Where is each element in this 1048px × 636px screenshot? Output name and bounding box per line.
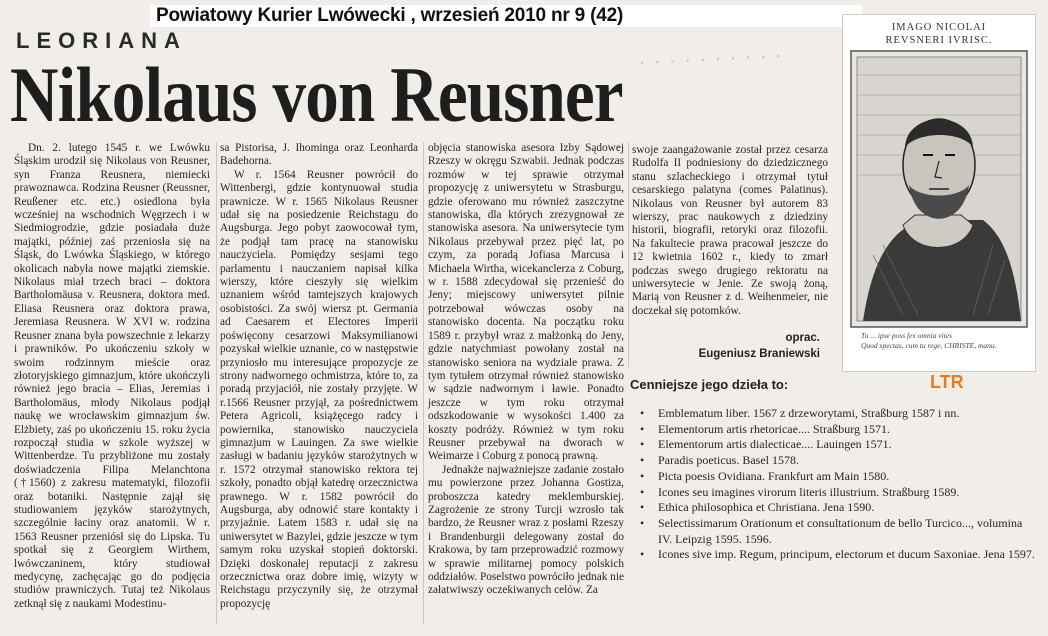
article-column-1 (14, 142, 210, 611)
list-item: • Icones sive imp. Regum, principum, electorum et ducum Saxoniae. Jena 1597. (640, 547, 1036, 563)
column-divider (628, 142, 629, 367)
paragraph: swoje zaangażowanie został przez cesarza Rudolfa II podniesiony do dziedzicznego stanu szlacheckiego i otrzymał tytuł cesarskiego palatyna (comes Palatinus). Nikolaus von Reusner był autorem 83 wierszy, prac naukowych z dziedziny historii, biografii, retoryki oraz filozofii. Na fakultecie prawa pracował jeszcze do 12 kwietnia 1602 r., kiedy to zmarł podczas swego drugiego rektoratu na uniwersytecie w Jenie. Ze swoją żoną, Marią von Reusner z d. Weihenmeier, nie doczekał się potomków. (632, 144, 828, 317)
bleed-through-text: · · · · · · · · · · (639, 47, 785, 73)
portrait-caption-line: IMAGO NICOLAI (891, 22, 987, 33)
article-column-3 (428, 142, 624, 598)
list-item: • Icones seu imagines virorum literis illustrium. Straßburg 1589. (640, 485, 1036, 501)
list-item: • Elementorum artis rhetoricae.... Straßburg 1571. (640, 422, 1036, 438)
portrait-motto-line: Tu ... ipse poss fex omnia vites (861, 331, 953, 340)
portrait-motto (861, 331, 1031, 351)
list-item: • Selectissimarum Orationum et consultationum de bello Turcico..., volumina IV. Leipzig 1595. 1596. (640, 516, 1036, 547)
portrait-caption (843, 21, 1035, 47)
works-list (640, 406, 1036, 563)
portrait-figure-icon (843, 15, 1035, 371)
portrait-engraving (842, 14, 1036, 372)
byline-prefix: oprac. (785, 332, 820, 344)
article-column-2 (220, 142, 418, 611)
list-item: • Paradis poeticus. Basel 1578. (640, 453, 1036, 469)
list-item: • Ethica philosophica et Christiana. Jena 1590. (640, 500, 1036, 516)
article-headline: Nikolaus von Reusner (10, 51, 623, 138)
section-kicker: LEORIANA (16, 28, 187, 53)
paragraph: Jednakże najważniejsze zadanie zostało mu powierzone przez Johanna Gostiza, proboszcza katedry meklemburskiej. Zagrożenie ze strony Turcji wzrosło tak bardzo, że Reusner wraz z posłami Rzeszy i Brandenburgii delegowany został do Krakowa, by tam przeprowadzić rozmowy w sprawie militarnej pomocy polskich oddziałów. Poselstwo powróciło jednak nie załatwiwszy oczekiwanych celów. Za (428, 463, 624, 597)
byline-author: Eugeniusz Braniewski (698, 348, 820, 360)
ltr-label: LTR (930, 372, 964, 392)
portrait-caption-line: REVSNERI IVRISC. (885, 35, 993, 46)
portrait-motto-line: Quod spectas, cum tu rege, CHRISTE, manu. (861, 341, 997, 350)
masthead: Powiatowy Kurier Lwówecki , wrzesień 2010 nr 9 (42) (150, 5, 862, 27)
paragraph: sa Pistorisa, J. Ihominga oraz Leonharda Badehorna. (220, 142, 418, 168)
byline (650, 330, 820, 362)
column-divider (216, 142, 217, 624)
list-item: • Elementorum artis dialecticae.... Lauingen 1571. (640, 437, 1036, 453)
paragraph: Dn. 2. lutego 1545 r. we Lwówku Śląskim urodził się Nikolaus von Reusner, syn Franza Reusnera, niemiecki prawoznawca. Rodzina Reusner (Reussner, Reußener etc. etc.) osiedlona była wcześniej na wschodnich Węgrzech i w Siedmiogrodzie, gdzie posiadała duże majątki, później zaś przeniosła się na Śląsk, do Lwówka Śląskiego, w którego okolicach nabyła nowe majątki ziemskie. Nikolaus miał trzech braci – doktora Bartholomäusa v. Reusnera, doktora med. Eliasa Reusnera oraz doktora prawa, Jeremiasa Reusnera. W XVI w. rodzina Reusner znana była powszechnie z lekarzy i prawników. Po ukończeniu szkoły w swoim rodzinnym mieście oraz złotoryjskiego gimnazjum, które ukończyli również jego bracia – Elias, Jeremias i Bartholomäus, młody Nikolaus podjął naukę we wrocławskim gimnazjum św. Elżbiety, zaś po ukończeniu 15. roku życia rozpoczął studia w szkole wyższej w Wittenberdze. Tu przybliżone mu zostały doświadczenia Filipa Melanchtona (†1560) z zakresu matematyki, filozofii oraz botaniki. Następnie zajął się studiowaniem języków starożytnych, szczególnie łaciny oraz anatomii. W r. 1563 Reusner przeniósł się do Lipska. Tu spotkał się z Georgiem Wirthem, lwówczaninem, który studiował medycynę, zachęcając go do podjęcia studiów prawniczych. Tutaj też Nikolaus zetknął się z naukami Modestinu- (14, 142, 210, 610)
paragraph: W r. 1564 Reusner powrócił do Wittenbergi, gdzie kontynuował studia prawnicze. W r. 1565 Nikolaus Reusner udał się na posiedzenie Reichstagu do Augsburga. Jego pobyt zaowocował tym, że podjął tam pracę na stanowisku nauczyciela. Pomiędzy sesjami tego parlamentu i nauczaniem napisał kilka wierszy, które cieszyły się wielkim uznaniem wśród tamtejszych krajowych osobistości. Za swój wiersz pt. Germania ad Caesarem et Electores Imperii poświęcony cesarzowi Maksymilianowi pozyskał wielkie uznanie, co w następstwie przyniosło mu interesujące propozycje ze strony nadwornego ochmistrza, które to, za poradą przyjaciół, nie zostały przyjęte. W r.1566 Reusner przyjął, za pośrednictwem Petera Agricoli, książęcego radcy i powiernika, stanowisko nauczyciela gimnazjum w Lauingen. Za swe wielkie zasługi w badaniu języków starożytnych w r. 1572 otrzymał stanowisko rektora tej szkoły, ponadto objął katedrę orzecznictwa prawnego. W r. 1582 powrócił do Augsburga, aby odnowić stare kontakty i przyjaźnie. Latem 1583 r. udał się na uniwersytet w Bazylei, gdzie jeszcze w tym samym roku uzyskał stopień doktorski. Dzięki doskonałej reputacji z zakresu orzecznictwa oraz dobre imię, wizyty w Reichstagu przyczyniły się, że otrzymał propozycję (220, 168, 418, 610)
article-column-4 (632, 144, 828, 318)
column-divider (423, 142, 424, 624)
works-heading: Cenniejsze jego dzieła to: (630, 377, 789, 392)
paragraph: objęcia stanowiska asesora Izby Sądowej Rzeszy w okręgu Szwabii. Jednak podczas rozmów w tej sprawie otrzymał propozycję z uniwersytetu w Strasburgu, gdzie oferowano mu również zaszczytne stanowiska, dla których zrezygnował ze stanowiska asesora. Na uniwersytecie tym Nikolaus przebywał przez pięć lat, po czym, za poradą Jofiasa Marcusa i Michaela Wirtha, wicekanclerza z Coburg, w r. 1588 zdecydował się przenieść do Jeny; miejscowy uniwersytet pilnie potrzebował wówczas osoby na stanowisko docenta. Na początku roku 1589 r. przybył wraz z małżonką do Jeny, gdzie natychmiast powołany został na stanowisko seniora na wydziale prawa. Z tym tytułem otrzymał również stanowisko w sądzie nadwornym i ławie. Ponadto jeszcze w tym roku otrzymał odszkodowanie w wysokości 1.400 za koszty podróży. Również w tym roku Reusner przebywał na dworach w Weimarze i Coburg z ponocą prawną. (428, 142, 624, 463)
list-item: • Picta poesis Ovidiana. Frankfurt am Main 1580. (640, 469, 1036, 485)
list-item: • Emblematum liber. 1567 z drzeworytami, Straßburg 1587 i nn. (640, 406, 1036, 422)
